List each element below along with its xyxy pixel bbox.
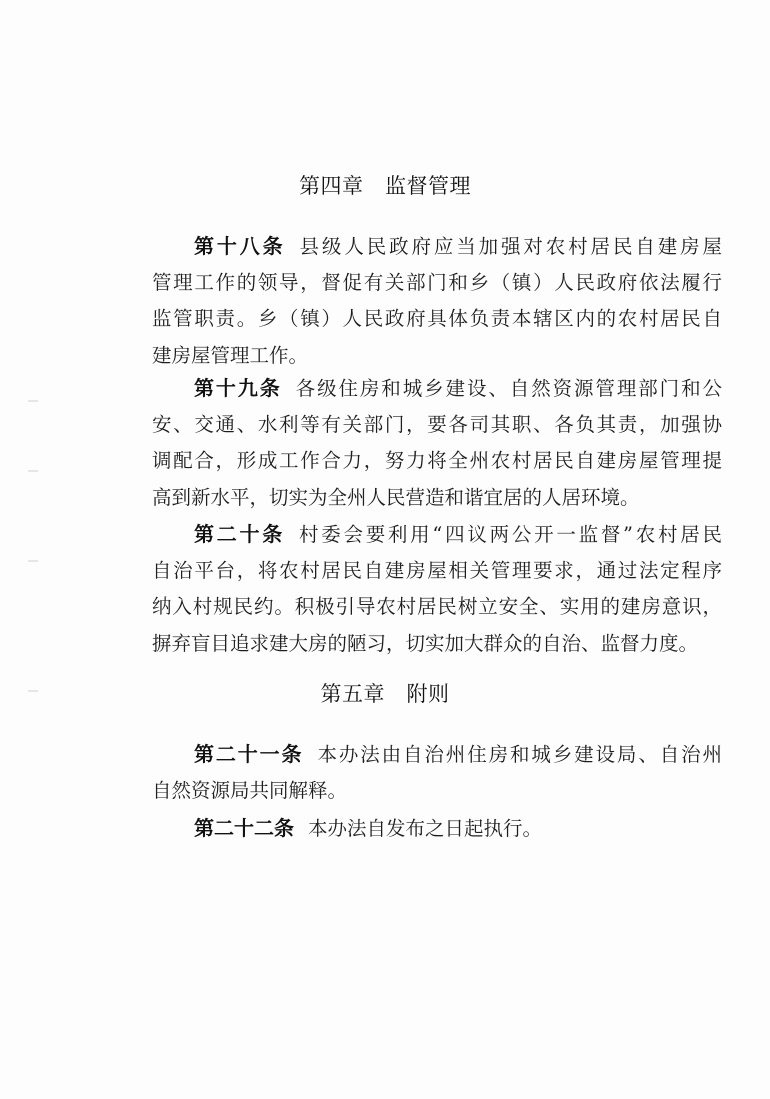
article-line: 纳入村规民约。积极引导农村居民树立安全、实用的建房意识， xyxy=(152,595,722,618)
article-line xyxy=(152,516,722,553)
article-line: 建房屋管理工作。 xyxy=(152,343,309,367)
article-line: 调配合，形成工作合力，努力将全州农村居民自建房屋管理提 xyxy=(152,449,722,472)
article-line: 高到新水平，切实为全州人民营造和谐宜居的人居环境。 xyxy=(152,485,640,509)
article-heading: 第二十一条 xyxy=(194,742,304,766)
article-line xyxy=(152,736,722,773)
article-line: 自治平台，将农村居民自建房屋相关管理要求，通过法定程序 xyxy=(152,558,722,582)
article-line xyxy=(152,228,722,265)
chapter-four-title: 第四章 监督管理 xyxy=(299,174,471,198)
article-heading: 第十九条 xyxy=(194,376,282,400)
article-text: 各级住房和城乡建设、自然资源管理部门和公 xyxy=(295,377,722,400)
article-heading: 第二十二条 xyxy=(194,816,294,840)
article-20 xyxy=(152,516,722,662)
article-19 xyxy=(152,370,722,516)
scan-artifact xyxy=(28,560,38,562)
scan-artifact xyxy=(28,400,38,402)
scan-artifact xyxy=(28,470,38,472)
chapter-five-title: 第五章 附则 xyxy=(320,682,450,706)
article-text: 村委会要利用“四议两公开一监督”农村居民 xyxy=(298,523,722,546)
article-text: 本办法自发布之日起执行。 xyxy=(308,817,543,840)
article-line xyxy=(152,370,722,407)
article-line: 安、交通、水利等有关部门，要各司其职、各负其责，加强协 xyxy=(152,412,722,436)
article-heading: 第十八条 xyxy=(194,234,286,258)
article-22 xyxy=(152,810,722,847)
article-heading: 第二十条 xyxy=(194,522,285,546)
article-21 xyxy=(152,736,722,809)
article-18 xyxy=(152,228,722,374)
article-line: 摒弃盲目追求建大房的陋习，切实加大群众的自治、监督力度。 xyxy=(152,631,699,655)
article-line: 自然资源局共同解释。 xyxy=(152,778,348,802)
article-line: 管理工作的领导，督促有关部门和乡（镇）人民政府依法履行 xyxy=(152,270,722,294)
article-line: 监管职责。乡（镇）人民政府具体负责本辖区内的农村居民自 xyxy=(152,307,722,330)
article-line xyxy=(152,810,722,847)
article-text: 本办法由自治州住房和城乡建设局、自治州 xyxy=(317,743,722,766)
article-text: 县级人民政府应当加强对农村居民自建房屋 xyxy=(299,235,722,258)
